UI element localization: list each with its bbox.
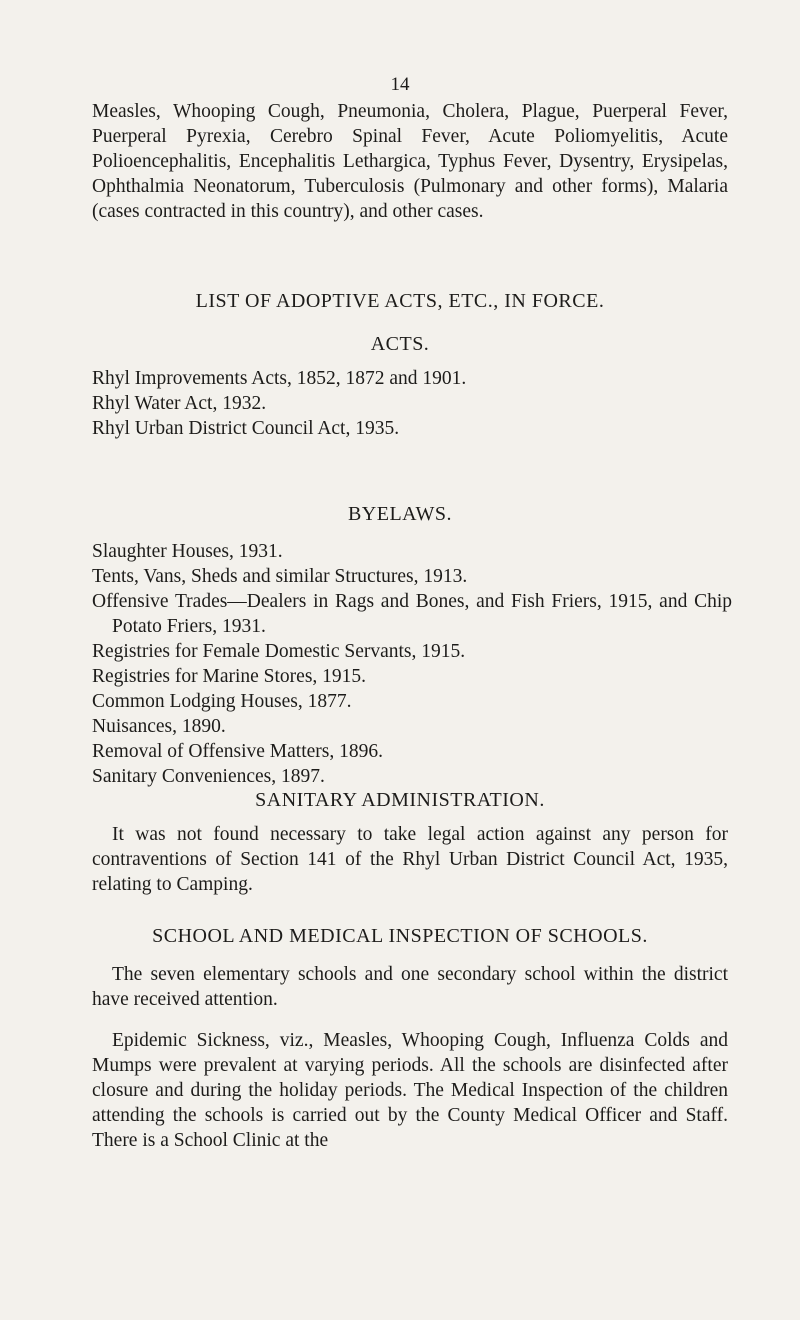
list-item: Nuisances, 1890. — [92, 716, 226, 737]
list-item: Slaughter Houses, 1931. — [92, 541, 283, 562]
acts-list — [92, 366, 732, 441]
list-item: Rhyl Urban District Council Act, 1935. — [92, 418, 400, 439]
schools-paragraph-1: The seven elementary schools and one secondary school within the district have received attention. — [92, 964, 728, 1010]
acts-subheading: ACTS. — [370, 333, 430, 355]
list-item: Registries for Female Domestic Servants, 1915. — [92, 641, 466, 662]
list-item: Removal of Offensive Matters, 1896. — [92, 741, 383, 762]
list-item: Sanitary Conveniences, 1897. — [92, 766, 325, 787]
sanitary-paragraph: It was not found necessary to take legal action against any person for contraventions of Section 141 of the Rhyl Urban District Council Act, 1935, relating to Camping. — [92, 824, 728, 895]
byelaws-heading: BYELAWS. — [347, 503, 453, 525]
page-number: 14 — [390, 74, 410, 95]
list-item: Rhyl Improvements Acts, 1852, 1872 and 1901. — [92, 368, 467, 389]
schools-heading: SCHOOL AND MEDICAL INSPECTION OF SCHOOLS. — [152, 925, 648, 947]
list-item: Rhyl Water Act, 1932. — [92, 393, 267, 414]
list-item: Offensive Trades—Dealers in Rags and Bones, and Fish Friers, 1915, and Chip Potato Friers, 1931. — [92, 591, 732, 637]
schools-paragraph-2: Epidemic Sickness, viz., Measles, Whooping Cough, Influenza Colds and Mumps were prevalent at varying periods. All the schools are disinfected after closure and during the holiday periods. The Medical Inspection of the children attending the schools is carried out by the County Medical Officer and Staff. There is a School Clinic at the — [92, 1030, 728, 1151]
adoptive-acts-heading: LIST OF ADOPTIVE ACTS, ETC., IN FORCE. — [195, 290, 605, 312]
sanitary-heading: SANITARY ADMINISTRATION. — [255, 789, 545, 811]
list-item: Tents, Vans, Sheds and similar Structures, 1913. — [92, 566, 468, 587]
list-item: Common Lodging Houses, 1877. — [92, 691, 352, 712]
list-item: Registries for Marine Stores, 1915. — [92, 666, 367, 687]
byelaws-list — [92, 539, 732, 789]
intro-paragraph: Measles, Whooping Cough, Pneumonia, Cholera, Plague, Puerperal Fever, Puerperal Pyrexia, Cerebro Spinal Fever, Acute Poliomyelitis, Acute Polioencephalitis, Encephalitis Lethargica, Typhus Fever, Dysentry, Erysipelas, Ophthalmia Neonatorum, Tuberculosis (Pulmonary and other forms), Malaria (cases contracted in this country), and other cases. — [92, 101, 728, 222]
